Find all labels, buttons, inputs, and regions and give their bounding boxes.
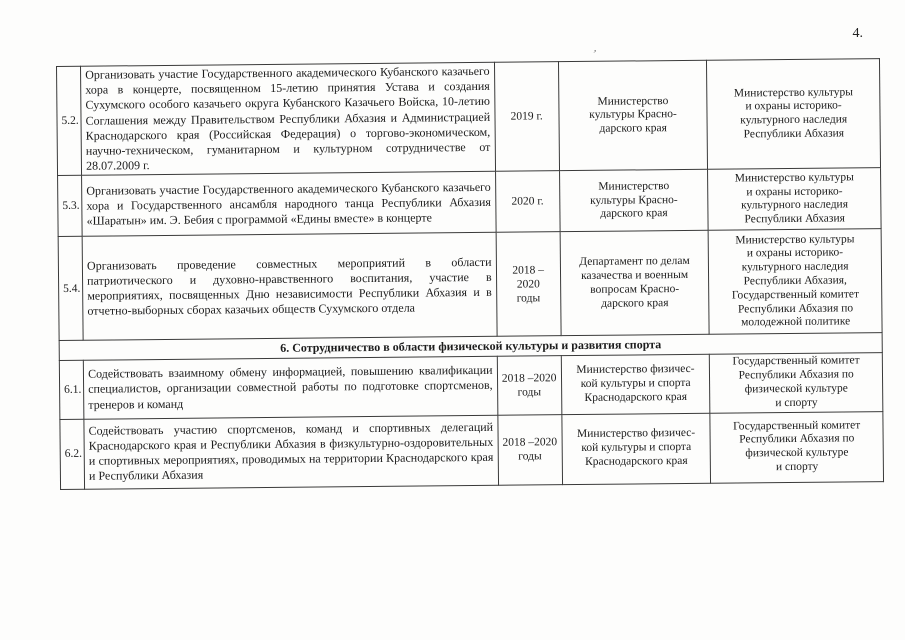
responsible-krasnodar-cell: Департамент по делам казачества и военным вопросам Красно- дарского края: [560, 231, 710, 336]
date-cell: 2018 –2020 годы: [497, 356, 562, 415]
section-header: 6. Сотрудничество в области физической культуры и развития спорта: [59, 333, 882, 361]
row-number-cell: 5.3.: [58, 176, 83, 237]
responsible-krasnodar-cell: Министерство физичес- кой культуры и спорта Краснодарского края: [561, 355, 710, 415]
table-row: [58, 168, 882, 237]
table-row: [58, 229, 882, 341]
table-row: [60, 411, 884, 489]
responsible-abkhazia-cell: Государственный комитет Республики Абхазия по физической культуре и спорту: [710, 411, 883, 483]
activity-cell: Содействовать участию спортсменов, команд и спортивных делегаций Краснодарского края и Республики Абхазия в физкультурно-оздоровительных и спортивных мероприятиях, проводимых на территории Краснодарского края и Республики Абхазия: [84, 415, 498, 489]
responsible-abkhazia-cell: Министерство культуры и охраны историко- культурного наследия Республики Абхазия: [708, 168, 881, 231]
activity-cell: Содействовать взаимному обмену информацией, повышению квалификации специалистов, организации совместной работы по подготовке спортсменов, тренеров и команд: [83, 357, 497, 419]
table-row: [59, 353, 883, 419]
scan-artifact: ’: [590, 47, 598, 61]
table-row: [57, 59, 881, 176]
date-cell: 2019 г.: [494, 62, 559, 172]
row-number-cell: 6.2.: [60, 419, 85, 489]
agreement-activities-table: [56, 58, 884, 489]
page-number: 4.: [852, 26, 863, 41]
date-cell: 2020 г.: [495, 171, 560, 233]
document-sheet: [56, 58, 884, 489]
row-number-cell: 5.4.: [58, 237, 83, 341]
activity-cell: Организовать участие Государственного академического Кубанского казачьего хора и Государственного ансамбля народного танца Республики Абхазия «Шаратын» им. Э. Бебия с программой «Едины вместе» в концерте: [82, 172, 496, 237]
responsible-abkhazia-cell: Министерство культуры и охраны историко- культурного наследия Республики Абхазия, Государственный комитет Республики Абхазия по молодежной политике: [708, 229, 882, 335]
activity-cell: Организовать проведение совместных мероприятий в области патриотического и духовно-нравственного воспитания, участие в мероприятиях, посвященных Дню независимости Республики Абхазия и в отчетно-выборных сборах казачьих обществ Сухумского отдела: [82, 233, 496, 341]
date-cell: 2018 –2020 годы: [497, 414, 562, 485]
responsible-abkhazia-cell: Министерство культуры и охраны историко- культурного наследия Республики Абхазия: [707, 59, 881, 170]
date-cell: 2018 – 2020 годы: [496, 232, 561, 337]
activity-cell: Организовать участие Государственного академического Кубанского казачьего хора в концерте, посвященном 15-летию принятия Устава и создания Сухумского особого казачьего округа Кубанского Казачьего Войска, 10-летию Соглашения между Правительством Республики Абхазия и Администрацией Краснодарского края (Российская Федерация) о торгово-экономическом, научно-техническом, гуманитарном и культурном сотрудничестве от 28.07.2009 г.: [81, 62, 496, 175]
responsible-krasnodar-cell: Министерство культуры Красно- дарского края: [558, 60, 708, 171]
row-number-cell: 5.2.: [57, 66, 82, 176]
responsible-krasnodar-cell: Министерство культуры Красно- дарского края: [559, 170, 708, 232]
responsible-abkhazia-cell: Государственный комитет Республики Абхазия по физической культуре и спорту: [710, 353, 883, 413]
responsible-krasnodar-cell: Министерство физичес- кой культуры и спорта Краснодарского края: [562, 413, 711, 484]
row-number-cell: 6.1.: [59, 361, 84, 419]
